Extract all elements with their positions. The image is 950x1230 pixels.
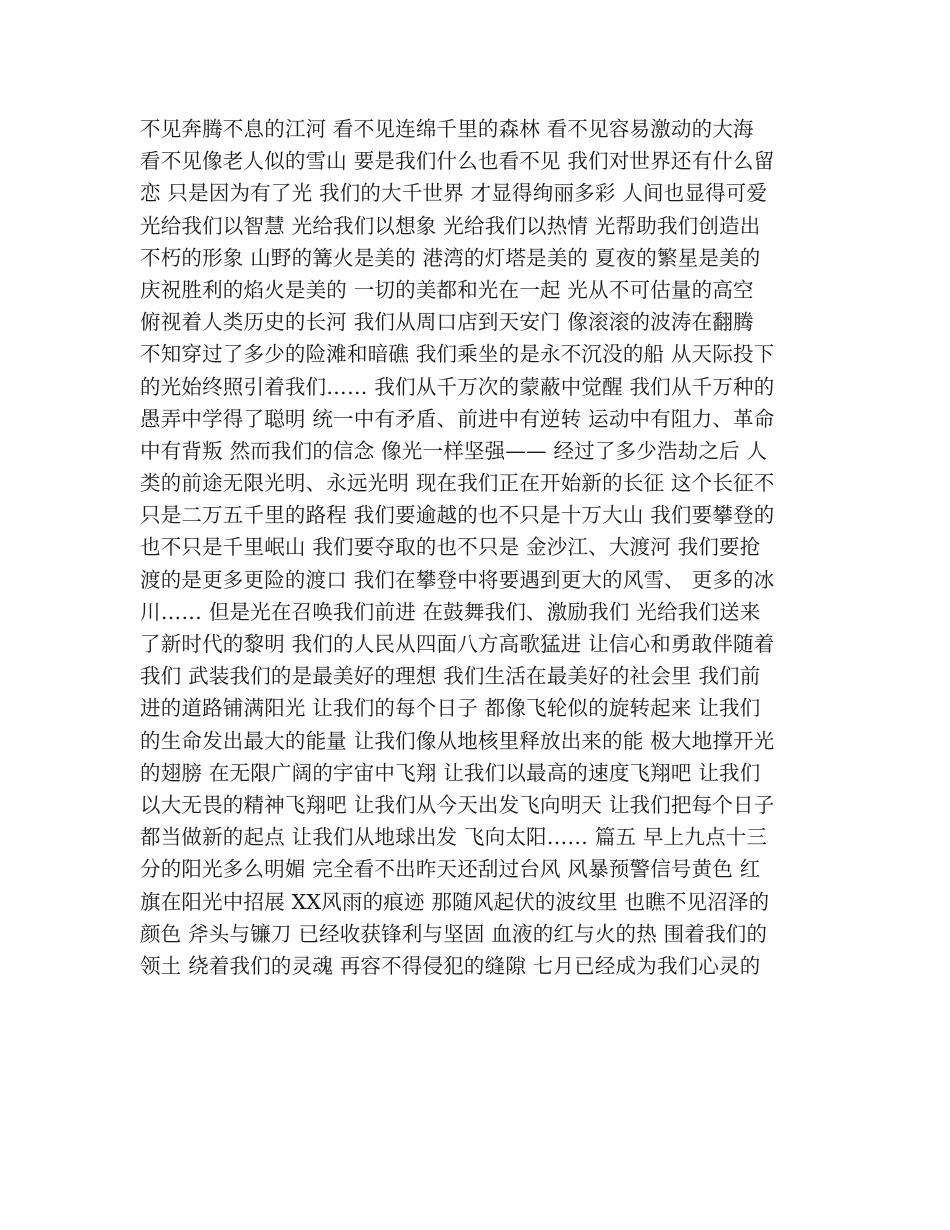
text-line: 的光始终照引着我们…… 我们从千万次的蒙蔽中觉醒 我们从千万种的 [140, 374, 775, 399]
text-line: 分的阳光多么明媚 完全看不出昨天还刮过台风 风暴预警信号黄色 红 [140, 857, 761, 882]
text-line: 不见奔腾不息的江河 看不见连绵千里的森林 看不见容易激动的大海 [140, 117, 754, 141]
text-line: 领土 绕着我们的灵魂 再容不得侵犯的缝隙 七月已经成为我们心灵的 [140, 953, 761, 978]
text-line: 只是二万五千里的路程 我们要逾越的也不只是十万大山 我们要攀登的 [140, 503, 775, 528]
text-line: 以大无畏的精神飞翔吧 让我们从今天出发飞向明天 让我们把每个日子 [140, 792, 775, 817]
text-line: 恋 只是因为有了光 我们的大千世界 才显得绚丽多彩 人间也显得可爱 [140, 181, 768, 206]
text-line: 了新时代的黎明 我们的人民从四面八方高歌猛进 让信心和勇敢伴随着 [140, 632, 775, 656]
text-line: 中有背叛 然而我们的信念 像光一样坚强—— 经过了多少浩劫之后 人 [140, 438, 768, 463]
text-line: 愚弄中学得了聪明 统一中有矛盾、前进中有逆转 运动中有阻力、革命 [140, 406, 775, 431]
text-line: 颜色 斧头与镰刀 已经收获锋利与坚固 血液的红与火的热 围着我们的 [140, 921, 768, 946]
text-line: 类的前途无限光明、永远光明 现在我们正在开始新的长征 这个长征不 [140, 471, 775, 496]
text-line: 也不只是千里岷山 我们要夺取的也不只是 金沙江、大渡河 我们要抢 [140, 535, 761, 560]
text-line: 不朽的形象 山野的篝火是美的 港湾的灯塔是美的 夏夜的繁星是美的 [140, 245, 761, 270]
text-line: 进的道路铺满阳光 让我们的每个日子 都像飞轮似的旋转起来 让我们 [140, 696, 761, 721]
text-line: 光给我们以智慧 光给我们以想象 光给我们以热情 光帮助我们创造出 [140, 213, 761, 238]
text-line: 都当做新的起点 让我们从地球出发 飞向太阳…… 篇五 早上九点十三 [140, 825, 768, 850]
text-line: 的翅膀 在无限广阔的宇宙中飞翔 让我们以最高的速度飞翔吧 让我们 [140, 760, 761, 785]
text-line: 的生命发出最大的能量 让我们像从地核里释放出来的能 极大地撑开光 [140, 728, 775, 753]
text-line: 看不见像老人似的雪山 要是我们什么也看不见 我们对世界还有什么留 [140, 149, 775, 174]
text-line: 庆祝胜利的焰火是美的 一切的美都和光在一起 光从不可估量的高空 [140, 277, 754, 302]
text-line: 渡的是更多更险的渡口 我们在攀登中将要遇到更大的风雪、 更多的冰 [140, 567, 775, 592]
body-text [140, 113, 840, 982]
text-line: 不知穿过了多少的险滩和暗礁 我们乘坐的是永不沉没的船 从天际投下 [140, 342, 775, 367]
text-line: 旗在阳光中招展 XX风雨的痕迹 那随风起伏的波纹里 也瞧不见沼泽的 [140, 889, 770, 914]
text-line: 俯视着人类历史的长河 我们从周口店到天安门 像滚滚的波涛在翻腾 [140, 310, 754, 335]
text-line: 川…… 但是光在召唤我们前进 在鼓舞我们、激励我们 光给我们送来 [140, 599, 761, 624]
text-line: 我们 武装我们的是最美好的理想 我们生活在最美好的社会里 我们前 [140, 664, 761, 689]
